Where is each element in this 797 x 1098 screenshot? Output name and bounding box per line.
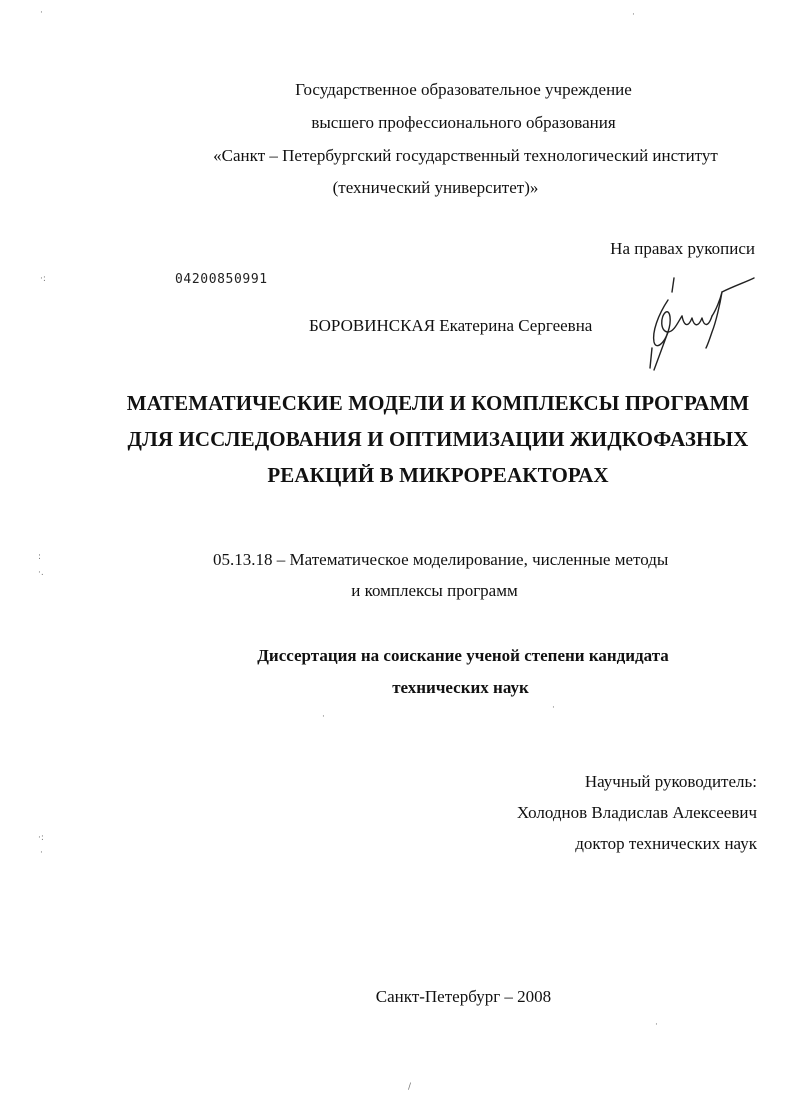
- institution-line-1: Государственное образовательное учреждение: [295, 80, 632, 99]
- supervisor-degree: доктор технических наук: [575, 834, 757, 853]
- institution-line-4: (технический университет)»: [332, 178, 539, 197]
- dissertation-title-line-1: МАТЕМАТИЧЕСКИЕ МОДЕЛИ И КОМПЛЕКСЫ ПРОГРАММ: [126, 391, 750, 415]
- scan-speck: /: [408, 1082, 412, 1092]
- specialty-line-2: и комплексы программ: [351, 581, 518, 600]
- place-and-year: Санкт-Петербург – 2008: [375, 987, 552, 1006]
- specialty-line-1: 05.13.18 – Математическое моделирование, численные методы: [213, 550, 669, 569]
- degree-line-1: Диссертация на соискание ученой степени кандидата: [257, 646, 669, 665]
- supervisor-label: Научный руководитель:: [584, 772, 757, 791]
- dissertation-title-line-3: РЕАКЦИЙ В МИКРОРЕАКТОРАХ: [267, 463, 609, 487]
- supervisor-name: Холоднов Владислав Алексеевич: [516, 803, 757, 822]
- scan-speck: ·: [552, 703, 555, 713]
- scan-speck: ·: [655, 1020, 658, 1030]
- dissertation-title-line-2: ДЛЯ ИССЛЕДОВАНИЯ И ОПТИМИЗАЦИИ ЖИДКОФАЗНЫХ: [127, 427, 749, 451]
- scan-speck: :: [38, 552, 42, 562]
- scan-speck: ·:: [40, 274, 46, 284]
- scan-speck: ·: [322, 712, 325, 722]
- signature-image: [638, 270, 758, 380]
- institution-line-2: высшего профессионального образования: [311, 113, 616, 132]
- catalog-number: 04200850991: [175, 272, 268, 287]
- scan-speck: ·: [40, 8, 43, 18]
- scan-speck: ·:: [38, 833, 44, 843]
- degree-line-2: технических наук: [392, 678, 529, 697]
- author-name: БОРОВИНСКАЯ Екатерина Сергеевна: [309, 316, 593, 335]
- institution-line-3: «Санкт – Петербургский государственный технологический институт: [213, 146, 718, 165]
- manuscript-note: На правах рукописи: [610, 239, 755, 258]
- scan-speck: ·: [632, 10, 635, 20]
- scan-speck: ·.: [38, 568, 44, 578]
- scan-speck: ·: [40, 848, 43, 858]
